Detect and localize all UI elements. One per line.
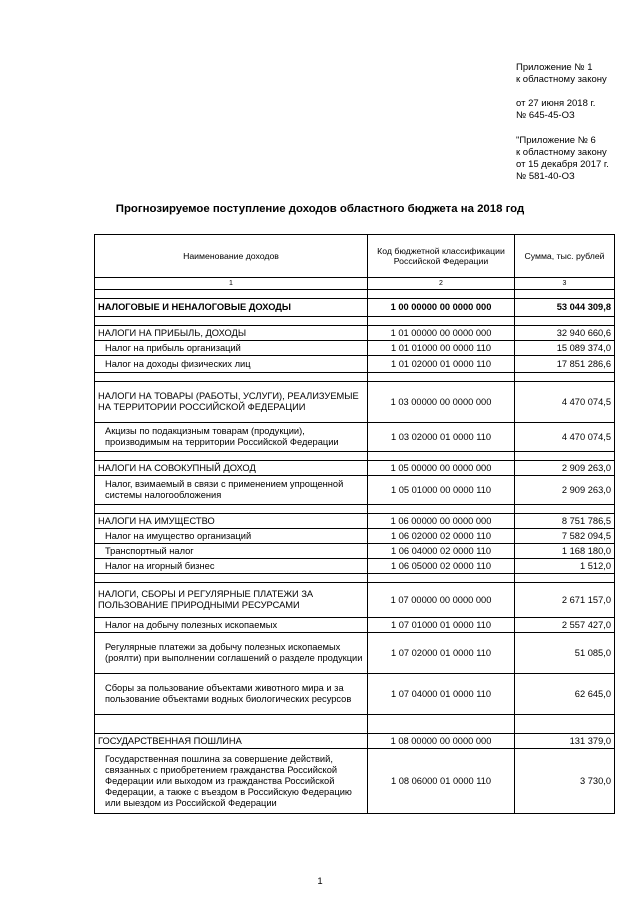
row-name: ГОСУДАРСТВЕННАЯ ПОШЛИНА: [95, 734, 368, 749]
table-row: [95, 633, 615, 674]
row-sum: 7 582 094,5: [515, 529, 615, 544]
table-row: [95, 618, 615, 633]
table-row: [95, 341, 615, 356]
table-row: [95, 382, 615, 423]
row-sum: 62 645,0: [515, 674, 615, 715]
row-sum: 3 730,0: [515, 749, 615, 814]
annex-line: от 27 июня 2018 г.: [516, 98, 596, 109]
table-row: [95, 559, 615, 574]
row-sum: 131 379,0: [515, 734, 615, 749]
column-number: 1: [95, 278, 368, 290]
column-number: 3: [515, 278, 615, 290]
header-name: Наименование доходов: [95, 235, 368, 278]
row-sum: 4 470 074,5: [515, 382, 615, 423]
row-code: 1 08 00000 00 0000 000: [368, 734, 515, 749]
row-sum: 51 085,0: [515, 633, 615, 674]
row-sum: 4 470 074,5: [515, 423, 615, 452]
row-name: Акцизы по подакцизным товарам (продукции), производимым на территории Российской Федерации: [95, 423, 368, 452]
row-name: Регулярные платежи за добычу полезных ископаемых (роялти) при выполнении соглашений о разделе продукции: [95, 633, 368, 674]
annex-line: от 15 декабря 2017 г.: [516, 159, 609, 170]
row-name: Налог на имущество организаций: [95, 529, 368, 544]
annex-line: к областному закону: [516, 147, 607, 158]
row-sum: 2 909 263,0: [515, 461, 615, 476]
column-number-row: [95, 278, 615, 290]
row-code: 1 01 02000 01 0000 110: [368, 356, 515, 373]
row-code: 1 01 01000 00 0000 110: [368, 341, 515, 356]
row-code: 1 05 01000 00 0000 110: [368, 476, 515, 505]
row-code: 1 06 04000 02 0000 110: [368, 544, 515, 559]
table-row: [95, 674, 615, 715]
revenue-table: [94, 234, 615, 814]
row-name: НАЛОГИ НА ИМУЩЕСТВО: [95, 514, 368, 529]
table-row: [95, 356, 615, 373]
row-code: 1 07 00000 00 0000 000: [368, 583, 515, 618]
row-sum: 15 089 374,0: [515, 341, 615, 356]
column-number: 2: [368, 278, 515, 290]
table-header-row: [95, 235, 615, 278]
header-sum: Сумма, тыс. рублей: [515, 235, 615, 278]
row-name: НАЛОГИ, СБОРЫ И РЕГУЛЯРНЫЕ ПЛАТЕЖИ ЗА ПОЛЬЗОВАНИЕ ПРИРОДНЫМИ РЕСУРСАМИ: [95, 583, 368, 618]
row-name: НАЛОГИ НА ТОВАРЫ (РАБОТЫ, УСЛУГИ), РЕАЛИЗУЕМЫЕ НА ТЕРРИТОРИИ РОССИЙСКОЙ ФЕДЕРАЦИИ: [95, 382, 368, 423]
row-code: 1 03 00000 00 0000 000: [368, 382, 515, 423]
row-name: Государственная пошлина за совершение действий, связанных с приобретением гражданства Российской Федерации или выходом из гражданства Российской Федерации, а также с въездом в Российскую Федерацию или выездом из Российской Федерации: [95, 749, 368, 814]
row-sum: 32 940 660,6: [515, 326, 615, 341]
annex-line: "Приложение № 6: [516, 135, 596, 146]
table-row: [95, 529, 615, 544]
table-row: [95, 583, 615, 618]
annex-line: Приложение № 1: [516, 62, 593, 73]
annex-line: № 645-45-ОЗ: [516, 110, 575, 121]
row-name: НАЛОГИ НА СОВОКУПНЫЙ ДОХОД: [95, 461, 368, 476]
row-name: Транспортный налог: [95, 544, 368, 559]
row-code: 1 05 00000 00 0000 000: [368, 461, 515, 476]
row-code: 1 08 06000 01 0000 110: [368, 749, 515, 814]
spacer-row: [95, 715, 615, 734]
row-name: Налог на доходы физических лиц: [95, 356, 368, 373]
row-name: Налог на игорный бизнес: [95, 559, 368, 574]
row-sum: 2 557 427,0: [515, 618, 615, 633]
page-number: 1: [317, 876, 323, 887]
table-row: [95, 544, 615, 559]
row-sum: 2 671 157,0: [515, 583, 615, 618]
spacer-row: [95, 505, 615, 514]
row-code: 1 07 02000 01 0000 110: [368, 633, 515, 674]
header-code: Код бюджетной классификации Российской Федерации: [368, 235, 515, 278]
row-sum: 2 909 263,0: [515, 476, 615, 505]
row-name: Налог на добычу полезных ископаемых: [95, 618, 368, 633]
row-code: 1 07 01000 01 0000 110: [368, 618, 515, 633]
table-row: [95, 749, 615, 814]
table-row: [95, 423, 615, 452]
document-title: Прогнозируемое поступление доходов областного бюджета на 2018 год: [115, 203, 525, 215]
row-sum: 1 168 180,0: [515, 544, 615, 559]
row-code: 1 01 00000 00 0000 000: [368, 326, 515, 341]
row-code: 1 06 05000 02 0000 110: [368, 559, 515, 574]
table-row: [95, 461, 615, 476]
row-name: НАЛОГОВЫЕ И НЕНАЛОГОВЫЕ ДОХОДЫ: [95, 299, 368, 317]
row-code: 1 03 02000 01 0000 110: [368, 423, 515, 452]
spacer-row: [95, 373, 615, 382]
spacer-row: [95, 317, 615, 326]
spacer-row: [95, 574, 615, 583]
row-name: Налог, взимаемый в связи с применением упрощенной системы налогообложения: [95, 476, 368, 505]
table-row: [95, 514, 615, 529]
table-row: [95, 734, 615, 749]
row-code: 1 06 00000 00 0000 000: [368, 514, 515, 529]
annex-line: к областному закону: [516, 74, 607, 85]
row-sum: 8 751 786,5: [515, 514, 615, 529]
row-name: НАЛОГИ НА ПРИБЫЛЬ, ДОХОДЫ: [95, 326, 368, 341]
row-code: 1 07 04000 01 0000 110: [368, 674, 515, 715]
spacer-row: [95, 452, 615, 461]
annex-line: № 581-40-ОЗ: [516, 171, 575, 182]
table-row: [95, 299, 615, 317]
table-row: [95, 326, 615, 341]
row-code: 1 06 02000 02 0000 110: [368, 529, 515, 544]
row-name: Сборы за пользование объектами животного мира и за пользование объектами водных биологических ресурсов: [95, 674, 368, 715]
annex-block: [516, 62, 609, 183]
row-code: 1 00 00000 00 0000 000: [368, 299, 515, 317]
row-sum: 17 851 286,6: [515, 356, 615, 373]
spacer-row: [95, 290, 615, 299]
row-sum: 53 044 309,8: [515, 299, 615, 317]
table-row: [95, 476, 615, 505]
row-sum: 1 512,0: [515, 559, 615, 574]
row-name: Налог на прибыль организаций: [95, 341, 368, 356]
